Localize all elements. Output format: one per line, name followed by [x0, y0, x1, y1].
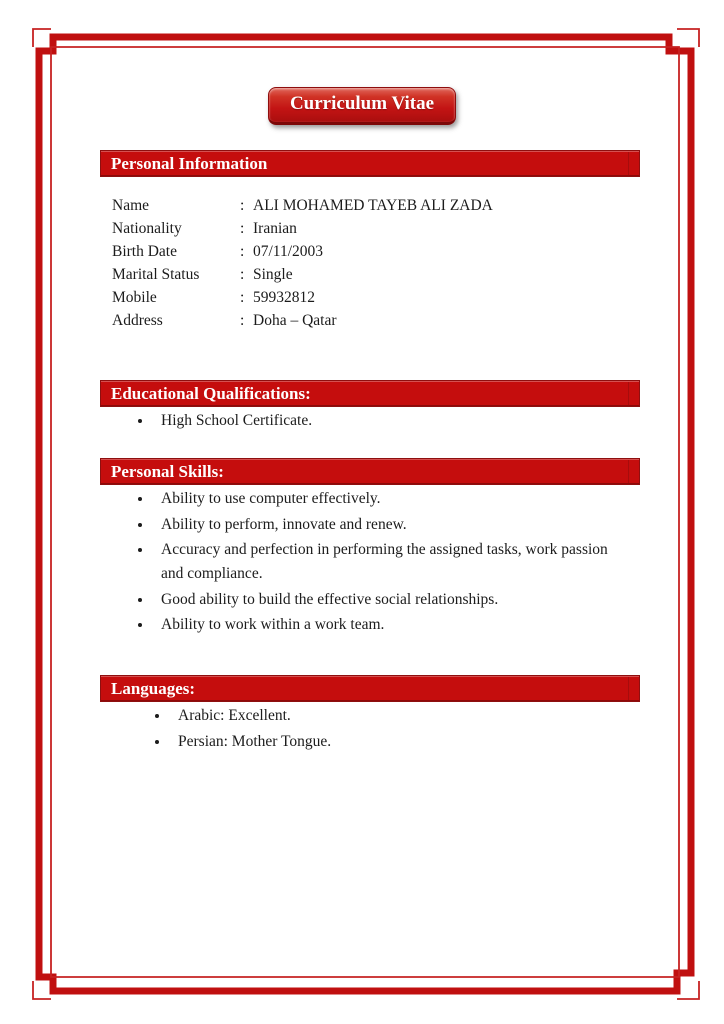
field-value: ALI MOHAMED TAYEB ALI ZADA [253, 197, 493, 214]
list-item: • Persian: Mother Tongue. [170, 730, 610, 754]
field-value: Doha – Qatar [253, 312, 337, 329]
field-row-mobile [112, 289, 632, 312]
field-separator: : [240, 312, 245, 329]
field-separator: : [240, 266, 245, 283]
languages-list [152, 704, 610, 756]
field-value: 59932812 [253, 289, 315, 306]
field-separator: : [240, 289, 245, 306]
field-separator: : [240, 197, 245, 214]
field-row-marital-status [112, 266, 632, 289]
section-header-personal-information [100, 150, 640, 177]
field-row-birth-date [112, 243, 632, 266]
section-title: Educational Qualifications: [111, 384, 311, 403]
list-item: • Arabic: Excellent. [170, 704, 610, 728]
list-item: • Accuracy and perfection in performing the assigned tasks, work passion and compliance. [153, 538, 625, 586]
field-label: Birth Date [112, 243, 177, 260]
frame-corner-accent-top-left [33, 29, 51, 47]
field-row-nationality [112, 220, 632, 243]
cv-title-badge-label: Curriculum Vitae [289, 93, 435, 114]
field-label: Mobile [112, 289, 157, 306]
frame-corner-accent-bottom-left [33, 981, 51, 999]
field-value: Single [253, 266, 293, 283]
field-row-address [112, 312, 632, 335]
list-item: • Ability to use computer effectively. [153, 487, 625, 511]
section-title: Languages: [111, 679, 196, 698]
education-list [135, 409, 633, 434]
field-label: Marital Status [112, 266, 200, 283]
list-item: • Good ability to build the effective social relationships. [153, 588, 625, 612]
skills-list [135, 487, 625, 639]
field-value: 07/11/2003 [253, 243, 324, 260]
field-label: Name [112, 197, 150, 214]
field-separator: : [240, 243, 245, 260]
section-header-educational-qualifications [100, 380, 640, 407]
section-title: Personal Information [111, 154, 268, 173]
field-label: Address [112, 312, 163, 329]
field-row-name [112, 197, 632, 220]
list-item: • High School Certificate. [153, 409, 633, 433]
frame-corner-accent-top-right [677, 29, 699, 47]
section-title: Personal Skills: [111, 462, 224, 481]
field-separator: : [240, 220, 245, 237]
field-label: Nationality [112, 220, 182, 237]
cv-title-badge [268, 87, 456, 125]
section-header-personal-skills [100, 458, 640, 485]
personal-info-fields [112, 197, 632, 335]
list-item: • Ability to perform, innovate and renew. [153, 513, 625, 537]
section-header-languages [100, 675, 640, 702]
field-value: Iranian [253, 220, 297, 237]
list-item: • Ability to work within a work team. [153, 613, 625, 637]
